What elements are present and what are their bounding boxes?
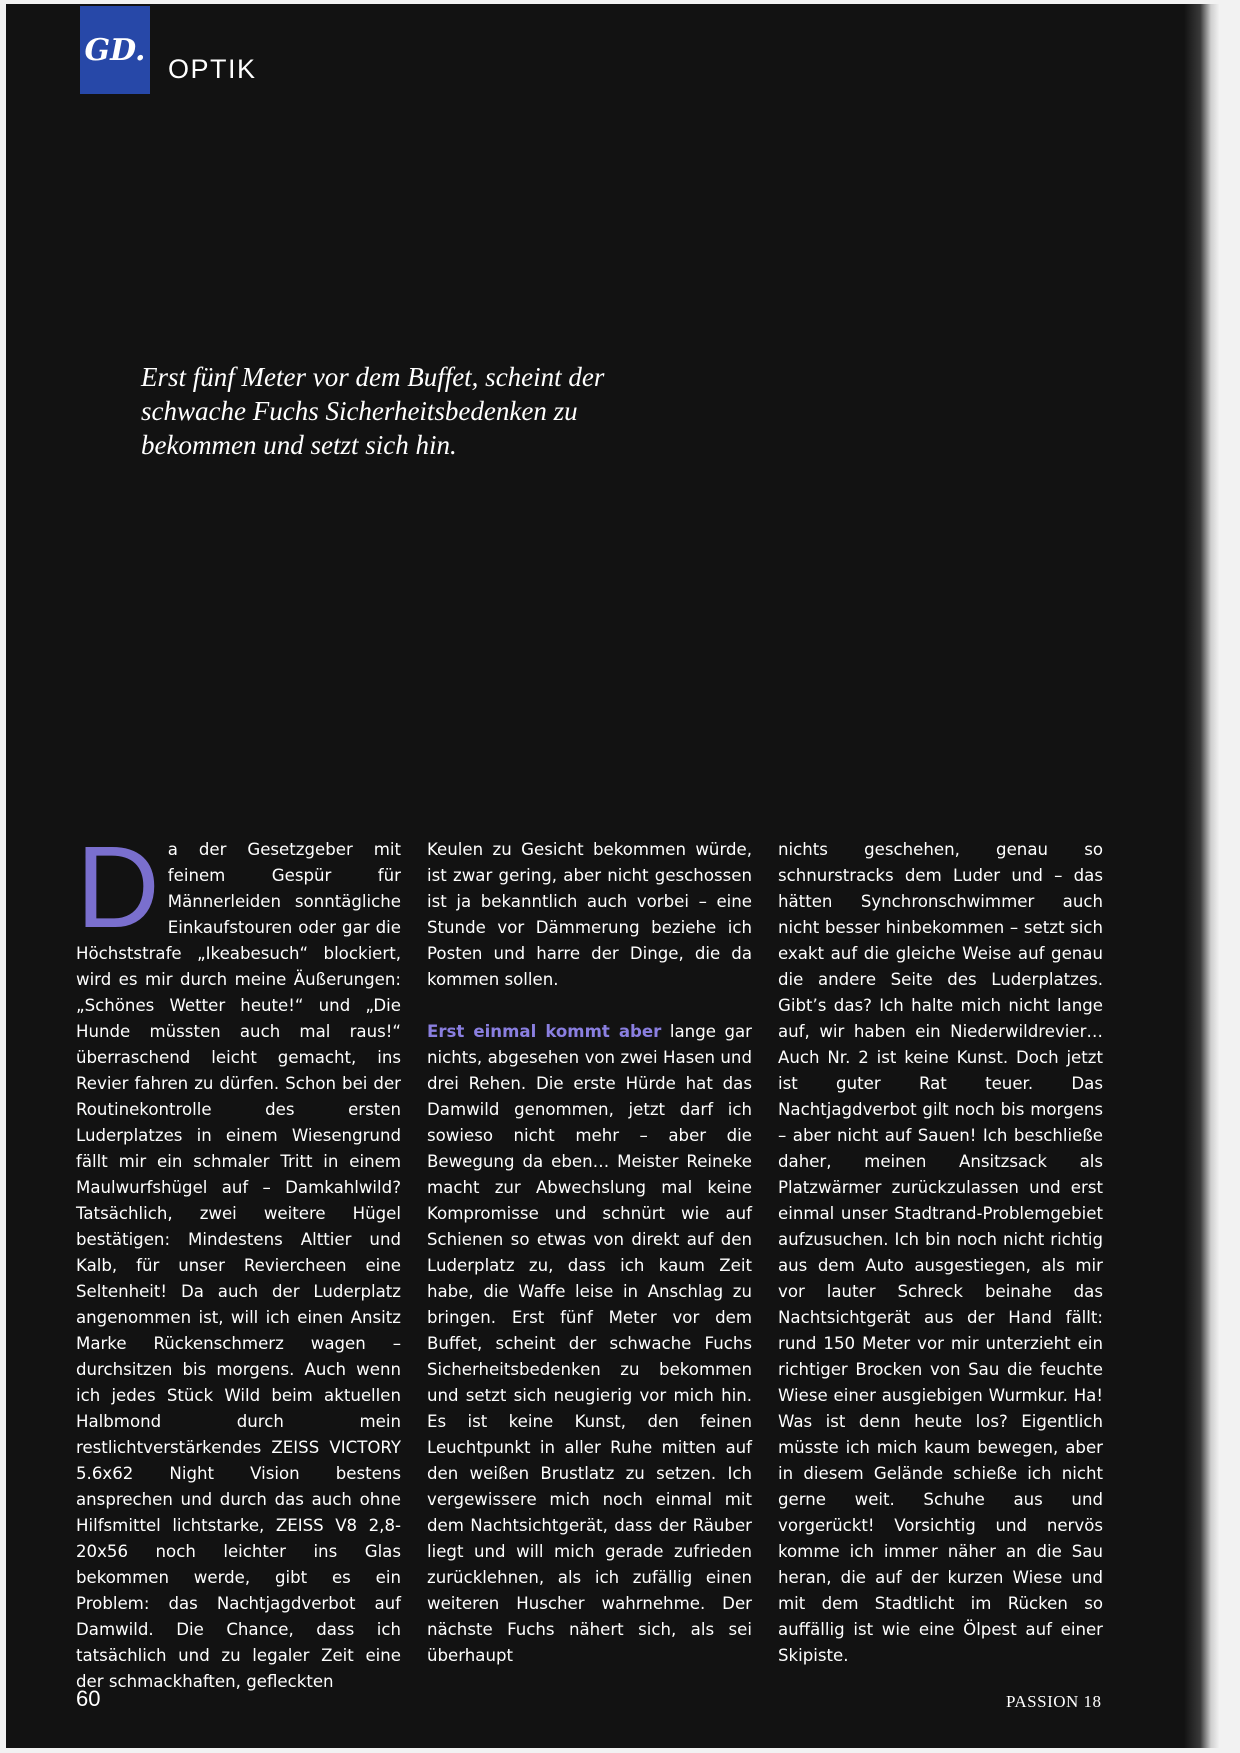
- paragraph-body: lange gar nichts, abgesehen von zwei Hasen und drei Rehen. Die erste Hürde hat das Damwild genommen, jetzt darf ich sowieso nicht mehr – aber die Bewegung da eben… Meister Reineke macht zur Abwechslung mal keine Kompromisse und schnürt wie auf Schienen so etwas von direkt auf den Luderplatz zu, dass ich kaum Zeit habe, die Waffe leise in Anschlag zu bringen. Erst fünf Meter vor dem Buffet, scheint der schwache Fuchs Sicherheitsbedenken zu bekommen und setzt sich neugierig vor mich hin. Es ist keine Kunst, den feinen Leuchtpunkt in aller Ruhe mitten auf den weißen Brustlatz zu setzen. Ich vergewissere mich noch einmal mit dem Nachtsichtgerät, dass der Räuber liegt und will mich gerade zufrieden zurücklehnen, als ich zufällig einen weiteren Huscher wahrnehme. Der nächste Fuchs nähert sich, als sei überhaupt: [427, 1022, 752, 1665]
- article-column-1: [76, 822, 401, 1695]
- article-column-2: [427, 837, 752, 1669]
- article-paragraph: [427, 1019, 752, 1669]
- section-title: OPTIK: [168, 54, 257, 84]
- magazine-page: [6, 4, 1220, 1748]
- page-number: 60: [76, 1686, 101, 1711]
- paragraph-lead: Erst einmal kommt aber: [427, 1022, 662, 1041]
- magazine-issue: PASSION 18: [1006, 1692, 1102, 1711]
- magazine-logo: [80, 6, 150, 94]
- article-paragraph: Keulen zu Gesicht bekommen würde, ist zwar gering, aber nicht geschossen ist ja bekanntlich auch vorbei – eine Stunde vor Dämmerung beziehe ich Posten und harre der Dinge, die da kommen sollen.: [427, 840, 752, 989]
- article-column-3: [778, 837, 1103, 1669]
- article-paragraph: a der Gesetzgeber mit feinem Gespür für Männerleiden sonntägliche Einkaufstouren oder gar die Höchststrafe „Ikeabesuch“ blockiert, wird es mir durch meine Äußerungen: „Schönes Wetter heute!“ und „Die Hunde müssten auch mal raus!“ überraschend leicht gemacht, ins Revier fahren zu dürfen. Schon bei der Routinekontrolle des ersten Luderplatzes in einem Wiesengrund fällt mir ein schmaler Tritt in einem Maulwurfshügel auf – Damkahlwild? Tatsächlich, zwei weitere Hügel bestätigen: Mindestens Alttier und Kalb, für unser Reviercheen eine Seltenheit! Da auch der Luderplatz angenommen ist, will ich einen Ansitz Marke Rückenschmerz wagen – durchsitzen bis morgens. Auch wenn ich jedes Stück Wild beim aktuellen Halbmond durch mein restlichtverstärkendes ZEISS VICTORY 5.6x62 Night Vision bestens ansprechen und durch das auch ohne Hilfsmittel lichtstarke, ZEISS V8 2,8-20x56 noch leichter ins Glas bekommen werde, gibt es ein Problem: das Nachtjagdverbot auf Damwild. Die Chance, dass ich tatsächlich und zu legaler Zeit eine der schmackhaften, gefleckten: [76, 840, 401, 1691]
- article-paragraph: nichts geschehen, genau so schnurstracks dem Luder und – das hätten Synchronschwimmer auch nicht besser hinbekommen – setzt sich exakt auf die gleiche Weise auf genau die andere Seite des Luderplatzes. Gibt’s das? Ich halte mich nicht lange auf, wir haben ein Niederwildrevier… Auch Nr. 2 ist keine Kunst. Doch jetzt ist guter Rat teuer. Das Nachtjagdverbot gilt noch bis morgens – aber nicht auf Sauen! Ich beschließe daher, meinen Ansitzsack als Platzwärmer zurückzulassen und erst einmal unser Stadtrand-Problemgebiet aufzusuchen. Ich bin noch nicht richtig aus dem Auto ausgestiegen, als mir vor lauter Schreck beinahe das Nachtsichtgerät aus der Hand fällt: rund 150 Meter vor mir unterzieht ein richtiger Brocken von Sau die feuchte Wiese einer ausgiebigen Wurmkur. Ha! Was ist denn heute los? Eigentlich müsste ich mich kaum bewegen, aber in diesem Gelände schieße ich nicht gerne weit. Schuhe aus und vorgerückt! Vorsichtig und nervös komme ich immer näher an die Sau heran, die auf der kurzen Wiese und mit dem Stadtlicht im Rücken so auffällig ist wie eine Ölpest auf einer Skipiste.: [778, 840, 1103, 1665]
- pull-quote: Erst fünf Meter vor dem Buffet, scheint der schwache Fuchs Sicherheitsbedenken zu bekommen und setzt sich hin.: [141, 362, 605, 460]
- logo-text: GD.: [84, 32, 146, 68]
- drop-cap: D: [76, 822, 160, 952]
